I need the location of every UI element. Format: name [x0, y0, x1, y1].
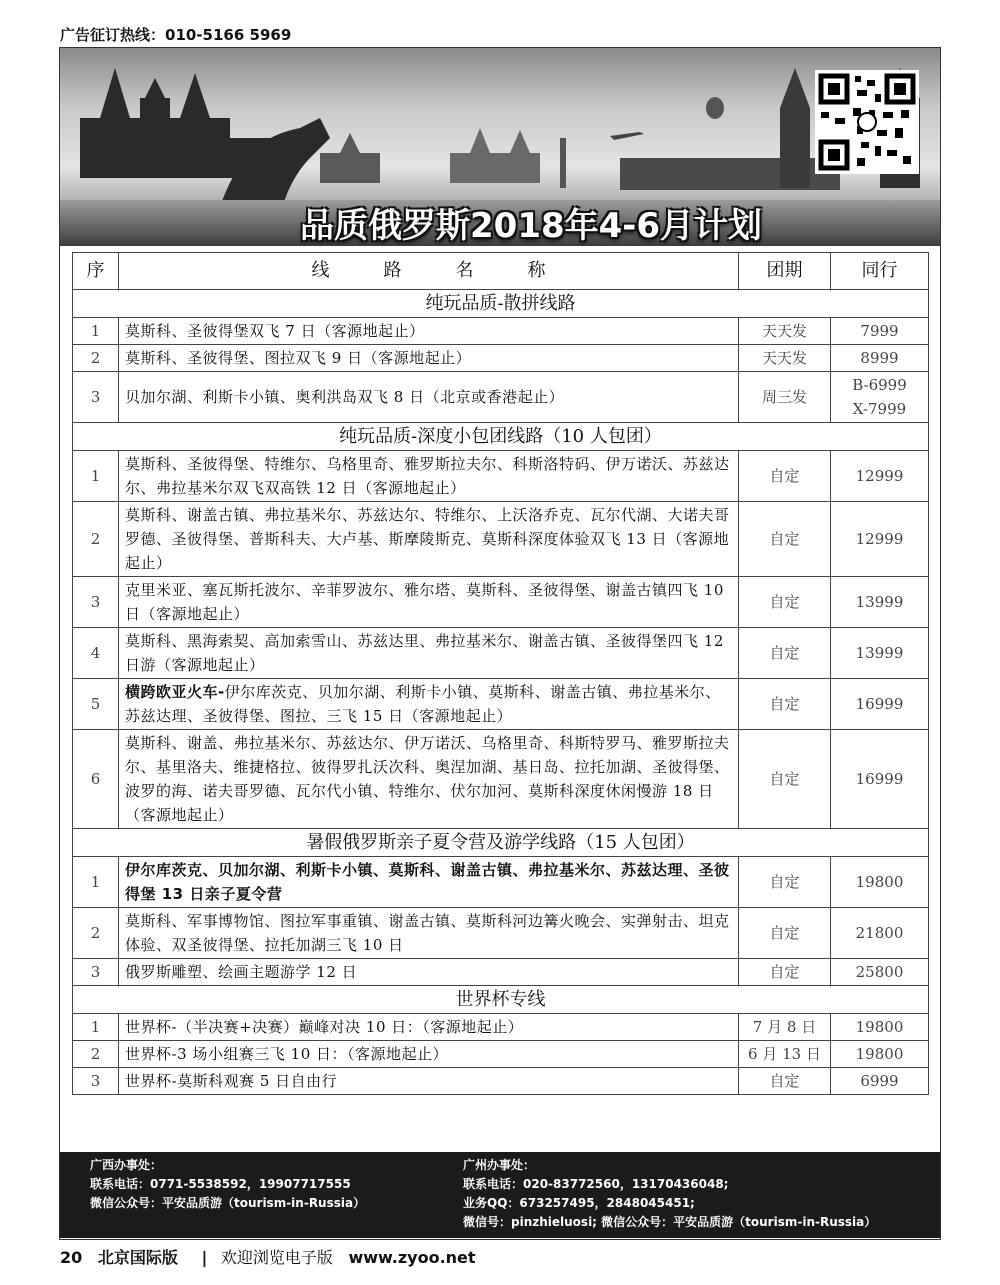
departure-period: 6 月 13 日: [739, 1041, 831, 1068]
guangxi-office-phone: 联系电话：0771-5538592，19907717555: [90, 1177, 351, 1191]
table-row: [73, 908, 929, 959]
route-text: 莫斯科、谢盖古镇、弗拉基米尔、苏兹达尔、特维尔、上沃洛乔克、瓦尔代湖、大诺夫哥罗德、圣彼得堡、普斯科夫、大卢基、斯摩陵斯克、莫斯科深度体验双飞 13 日（客源地起止）: [125, 506, 730, 572]
row-number: 1: [73, 318, 119, 345]
route-text: 世界杯-3 场小组赛三飞 10 日：（客源地起止）: [125, 1045, 449, 1063]
tour-plan-table: [72, 252, 929, 1095]
route-highlight: 横跨欧亚火车-: [125, 683, 225, 701]
section-title: 暑假俄罗斯亲子夏令营及游学线路（15 人包团）: [73, 829, 929, 857]
table-row: [73, 318, 929, 345]
row-number: 2: [73, 502, 119, 577]
route-name: [119, 730, 739, 829]
section-header-row: [73, 423, 929, 451]
row-number: 2: [73, 1041, 119, 1068]
table-row: [73, 345, 929, 372]
departure-period: 自定: [739, 577, 831, 628]
trade-price: 21800: [831, 908, 929, 959]
header-period: 团期: [739, 253, 831, 290]
route-name: [119, 1014, 739, 1041]
route-name: [119, 451, 739, 502]
welcome-text: 欢迎浏览电子版: [220, 1248, 333, 1267]
trade-price: B-6999 X-7999: [831, 372, 929, 423]
departure-period: 自定: [739, 451, 831, 502]
route-name: [119, 502, 739, 577]
route-text: 莫斯科、圣彼得堡双飞 7 日（客源地起止）: [125, 322, 425, 340]
departure-period: 天天发: [739, 345, 831, 372]
route-highlight: 伊尔库茨克、贝加尔湖、利斯卡小镇、莫斯科、谢盖古镇、弗拉基米尔、苏兹达理、圣彼得堡 13 日亲子夏令营: [125, 861, 730, 903]
departure-period: 自定: [739, 1068, 831, 1095]
guangxi-office-wechat: 微信公众号：平安品质游（tourism-in-Russia）: [90, 1196, 366, 1210]
guangzhou-office: [463, 1156, 876, 1232]
ad-hotline: 广告征订热线：010-5166 5969: [60, 26, 292, 44]
route-text: 俄罗斯雕塑、绘画主题游学 12 日: [125, 963, 358, 981]
table-row: [73, 372, 929, 423]
banner-title: 品质俄罗斯2018年4-6月计划: [300, 206, 763, 246]
section-title: 纯玩品质-散拼线路: [73, 290, 929, 318]
row-number: 4: [73, 628, 119, 679]
table-row: [73, 1041, 929, 1068]
page-number: 20: [60, 1248, 83, 1267]
trade-price: 6999: [831, 1068, 929, 1095]
guangzhou-office-wechat: 微信号：pinzhieluosi; 微信公众号：平安品质游（tourism-in-Russia）: [463, 1215, 877, 1229]
departure-period: 自定: [739, 679, 831, 730]
route-text: 莫斯科、黑海索契、高加索雪山、苏兹达里、弗拉基米尔、谢盖古镇、圣彼得堡四飞 12 日游（客源地起止）: [125, 632, 724, 674]
route-text: 莫斯科、谢盖、弗拉基米尔、苏兹达尔、伊万诺沃、乌格里奇、科斯特罗马、雅罗斯拉夫尔、基里洛夫、维捷格拉、彼得罗扎沃次科、奥涅加湖、基日岛、拉托加湖、圣彼得堡、波罗的海、诺夫哥罗德、瓦尔代小镇、特维尔、伏尔加河、莫斯科深度休闲慢游 18 日（客源地起止）: [125, 734, 730, 824]
route-name: [119, 577, 739, 628]
trade-price: 8999: [831, 345, 929, 372]
route-name: [119, 908, 739, 959]
row-number: 1: [73, 451, 119, 502]
divider: |: [201, 1248, 208, 1267]
header-route: 线 路 名 称: [119, 253, 739, 290]
row-number: 5: [73, 679, 119, 730]
row-number: 3: [73, 372, 119, 423]
row-number: 1: [73, 857, 119, 908]
route-text: 贝加尔湖、利斯卡小镇、奥利洪岛双飞 8 日（北京或香港起止）: [125, 388, 565, 406]
route-name: [119, 857, 739, 908]
guangzhou-office-title: 广州办事处：: [463, 1158, 536, 1172]
departure-period: 自定: [739, 730, 831, 829]
row-number: 2: [73, 908, 119, 959]
route-name: [119, 959, 739, 986]
table-row: [73, 1068, 929, 1095]
row-number: 1: [73, 1014, 119, 1041]
edition-name: 北京国际版: [97, 1248, 178, 1267]
route-text: 莫斯科、圣彼得堡、特维尔、乌格里奇、雅罗斯拉夫尔、科斯洛特码、伊万诺沃、苏兹达尔、弗拉基米尔双飞双高铁 12 日（客源地起止）: [125, 455, 730, 497]
site-link[interactable]: www.zyoo.net: [348, 1248, 476, 1267]
section-title: 纯玩品质-深度小包团线路（10 人包团）: [73, 423, 929, 451]
route-text: 伊尔库茨克、贝加尔湖、利斯卡小镇、莫斯科、谢盖古镇、弗拉基米尔、苏兹达理、圣彼得堡、图拉、三飞 15 日（客源地起止）: [125, 683, 721, 725]
row-number: 3: [73, 577, 119, 628]
row-number: 2: [73, 345, 119, 372]
section-header-row: [73, 829, 929, 857]
trade-price: 7999: [831, 318, 929, 345]
trade-price: 19800: [831, 857, 929, 908]
table-row: [73, 451, 929, 502]
route-text: 克里米亚、塞瓦斯托波尔、辛菲罗波尔、雅尔塔、莫斯科、圣彼得堡、谢盖古镇四飞 10 日（客源地起止）: [125, 581, 724, 623]
row-number: 3: [73, 1068, 119, 1095]
guangxi-office: [90, 1156, 365, 1213]
route-name: [119, 628, 739, 679]
departure-period: 天天发: [739, 318, 831, 345]
trade-price: 19800: [831, 1041, 929, 1068]
route-name: [119, 318, 739, 345]
table-row: [73, 959, 929, 986]
guangzhou-office-phone: 联系电话：020-83772560，13170436048;: [463, 1177, 729, 1191]
table-row: [73, 502, 929, 577]
page-footer-bar: [60, 1245, 486, 1268]
qr-code: [815, 70, 919, 174]
route-name: [119, 372, 739, 423]
section-header-row: [73, 290, 929, 318]
departure-period: 7 月 8 日: [739, 1014, 831, 1041]
table-row: [73, 628, 929, 679]
route-name: [119, 1068, 739, 1095]
table-row: [73, 730, 929, 829]
departure-period: 自定: [739, 502, 831, 577]
trade-price: 19800: [831, 1014, 929, 1041]
section-title: 世界杯专线: [73, 986, 929, 1014]
banner: [60, 48, 940, 246]
table-row: [73, 577, 929, 628]
contact-footer: [60, 1152, 940, 1238]
header-price: 同行: [831, 253, 929, 290]
route-name: [119, 679, 739, 730]
row-number: 3: [73, 959, 119, 986]
trade-price: 13999: [831, 577, 929, 628]
table-header-row: [73, 253, 929, 290]
departure-period: 自定: [739, 908, 831, 959]
trade-price: 25800: [831, 959, 929, 986]
route-name: [119, 1041, 739, 1068]
trade-price: 12999: [831, 502, 929, 577]
table-row: [73, 679, 929, 730]
section-header-row: [73, 986, 929, 1014]
route-text: 莫斯科、军事博物馆、图拉军事重镇、谢盖古镇、莫斯科河边篝火晚会、实弹射击、坦克体验、双圣彼得堡、拉托加湖三飞 10 日: [125, 912, 730, 954]
departure-period: 自定: [739, 959, 831, 986]
departure-period: 周三发: [739, 372, 831, 423]
table-row: [73, 1014, 929, 1041]
table-row: [73, 857, 929, 908]
route-name: [119, 345, 739, 372]
guangzhou-office-qq: 业务QQ：673257495，2848045451;: [463, 1196, 695, 1210]
guangxi-office-title: 广西办事处：: [90, 1158, 163, 1172]
route-text: 世界杯-（半决赛+决赛）巅峰对决 10 日：（客源地起止）: [125, 1018, 524, 1036]
route-text: 世界杯-莫斯科观赛 5 日自由行: [125, 1072, 338, 1090]
trade-price: 16999: [831, 730, 929, 829]
trade-price: 16999: [831, 679, 929, 730]
header-no: 序: [73, 253, 119, 290]
route-text: 莫斯科、圣彼得堡、图拉双飞 9 日（客源地起止）: [125, 349, 472, 367]
row-number: 6: [73, 730, 119, 829]
trade-price: 13999: [831, 628, 929, 679]
trade-price: 12999: [831, 451, 929, 502]
departure-period: 自定: [739, 857, 831, 908]
departure-period: 自定: [739, 628, 831, 679]
